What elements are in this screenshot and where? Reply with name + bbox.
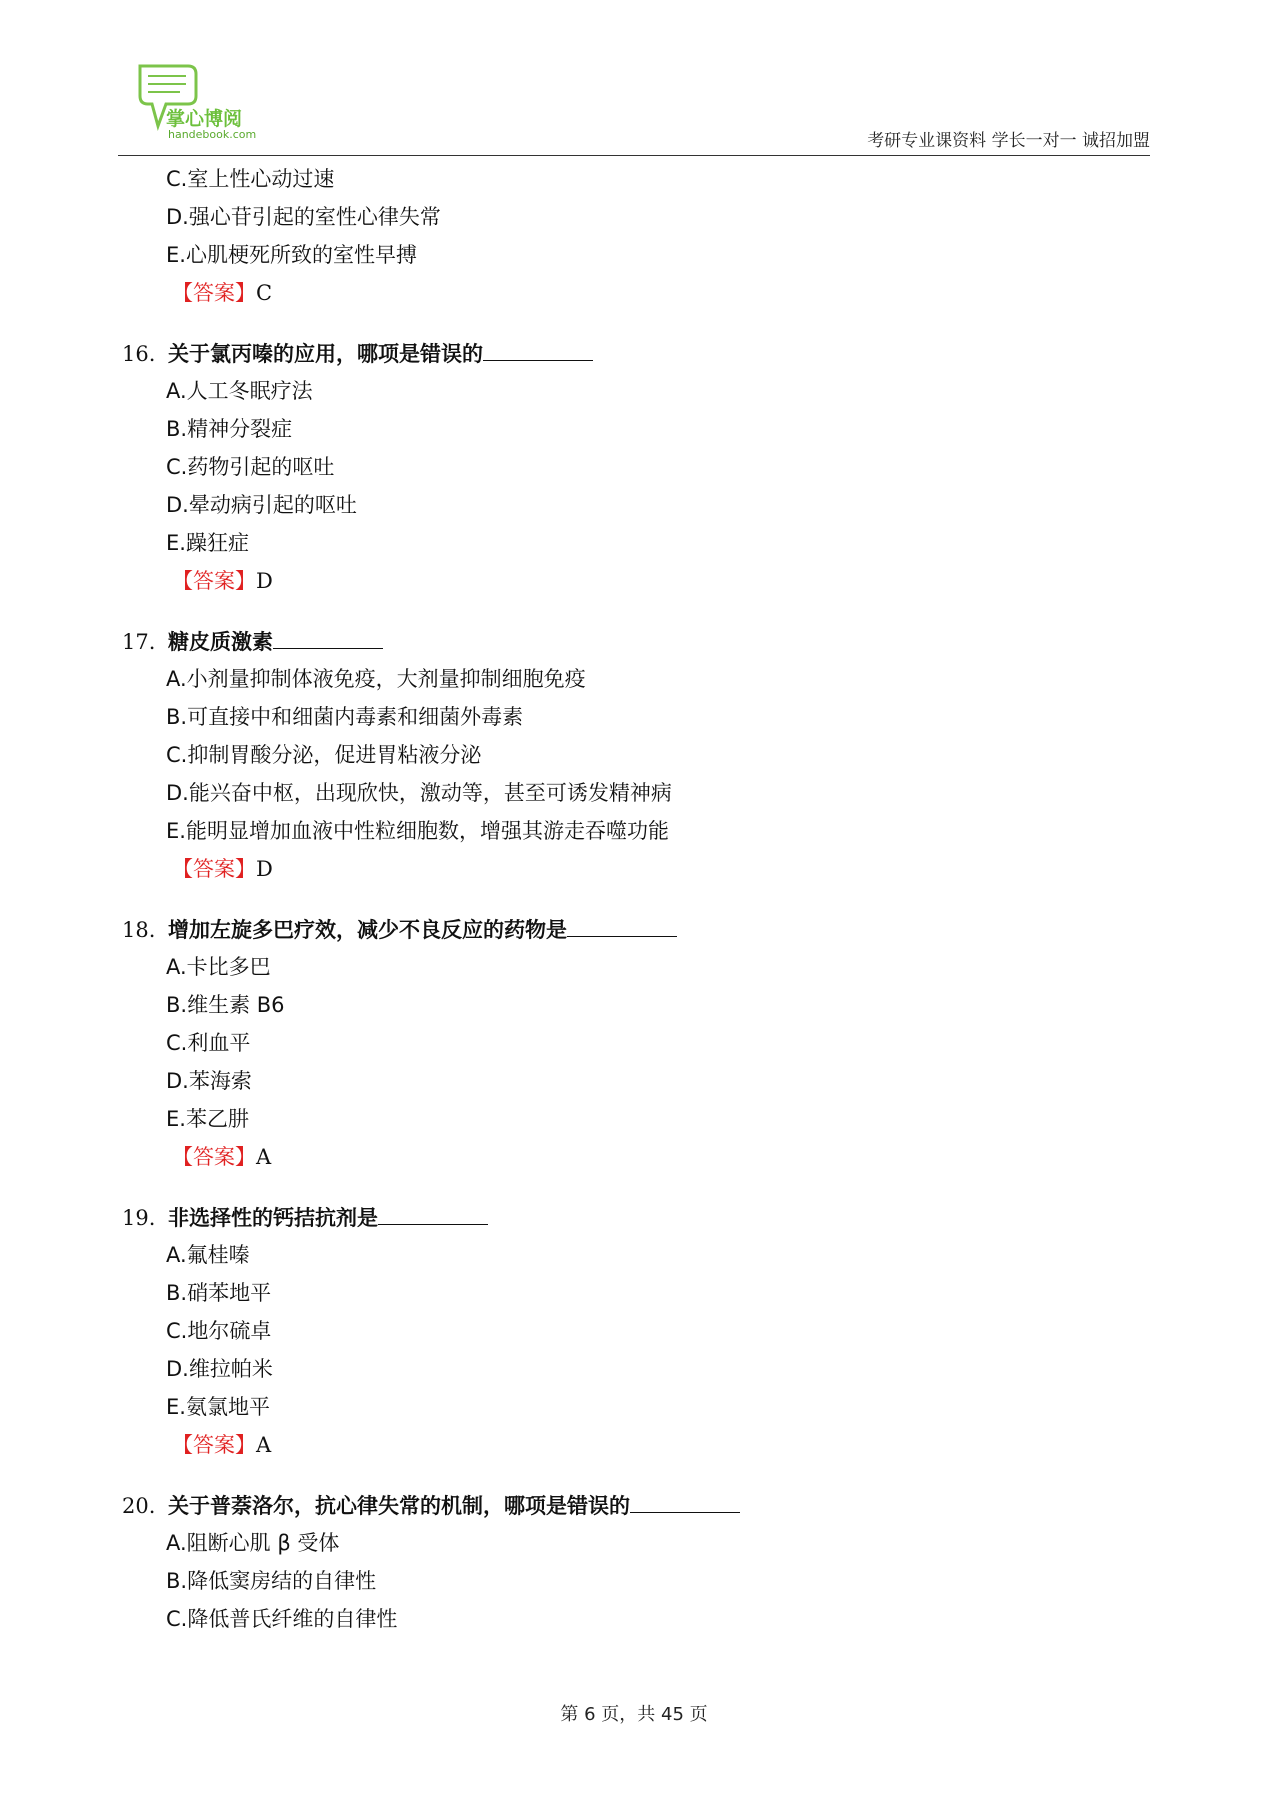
logo-name: 掌心博阅 [166,108,243,130]
question-number: 18. [122,918,156,942]
answer-line [118,1138,1150,1176]
answer-line [118,850,1150,888]
question-stem [118,1198,1150,1236]
answer-label: 【答案】 [172,857,256,881]
question-stem [118,334,1150,372]
document-body [118,160,1150,1638]
option: D.维拉帕米 [166,1357,273,1381]
answer-blank [630,1486,740,1513]
option: C.利血平 [166,1031,251,1055]
option: D.苯海索 [166,1069,252,1093]
option: C.降低普氏纤维的自律性 [166,1607,398,1631]
answer-label: 【答案】 [172,569,256,593]
answer-blank [273,622,383,649]
option: A.卡比多巴 [166,955,271,979]
answer-value: D [256,569,273,593]
question-text: 糖皮质激素 [168,630,273,654]
question-text: 非选择性的钙拮抗剂是 [168,1206,378,1230]
option: B.硝苯地平 [166,1281,272,1305]
question-number: 19. [122,1206,156,1230]
question-stem [118,622,1150,660]
answer-line [118,274,1150,312]
answer-blank [483,334,593,361]
question-number: 20. [122,1494,156,1518]
answer-value: D [256,857,273,881]
option: A.氟桂嗪 [166,1243,250,1267]
answer-label: 【答案】 [172,1145,256,1169]
option: E.能明显增加血液中性粒细胞数，增强其游走吞噬功能 [166,819,669,843]
answer-value: C [256,281,273,305]
question-text: 关于普萘洛尔，抗心律失常的机制，哪项是错误的 [168,1494,630,1518]
answer-value: A [256,1433,272,1457]
answer-blank [567,910,677,937]
answer-label: 【答案】 [172,1433,256,1457]
answer-blank [378,1198,488,1225]
logo [136,62,276,146]
question-text: 关于氯丙嗪的应用，哪项是错误的 [168,342,483,366]
answer-line [118,1426,1150,1464]
question-number: 17. [122,630,156,654]
page-footer: 第 6 页，共 45 页 [560,1704,708,1725]
option: D.晕动病引起的呕吐 [166,493,357,517]
option: B.可直接中和细菌内毒素和细菌外毒素 [166,705,524,729]
option: E.苯乙肼 [166,1107,249,1131]
question-stem [118,1486,1150,1524]
header-tagline: 考研专业课资料 学长一对一 诚招加盟 [867,131,1150,151]
option: E.躁狂症 [166,531,249,555]
option: B.降低窦房结的自律性 [166,1569,377,1593]
question-number: 16. [122,342,156,366]
header-divider [118,155,1150,156]
option: D.强心苷引起的室性心律失常 [166,205,441,229]
answer-line [118,562,1150,600]
option: E.心肌梗死所致的室性早搏 [166,243,417,267]
option: B.精神分裂症 [166,417,293,441]
option: A.人工冬眠疗法 [166,379,313,403]
option: D.能兴奋中枢，出现欣快，激动等，甚至可诱发精神病 [166,781,672,805]
answer-value: A [256,1145,272,1169]
option: C.药物引起的呕吐 [166,455,335,479]
question-stem [118,910,1150,948]
answer-label: 【答案】 [172,281,256,305]
option: A.阻断心肌 β 受体 [166,1531,340,1555]
option: E.氨氯地平 [166,1395,270,1419]
option: B.维生素 B6 [166,993,285,1017]
option: C.室上性心动过速 [166,167,335,191]
question-text: 增加左旋多巴疗效，减少不良反应的药物是 [168,918,567,942]
option: A.小剂量抑制体液免疫，大剂量抑制细胞免疫 [166,667,586,691]
option: C.抑制胃酸分泌，促进胃粘液分泌 [166,743,482,767]
logo-url: handebook.com [168,128,257,141]
option: C.地尔硫卓 [166,1319,272,1343]
